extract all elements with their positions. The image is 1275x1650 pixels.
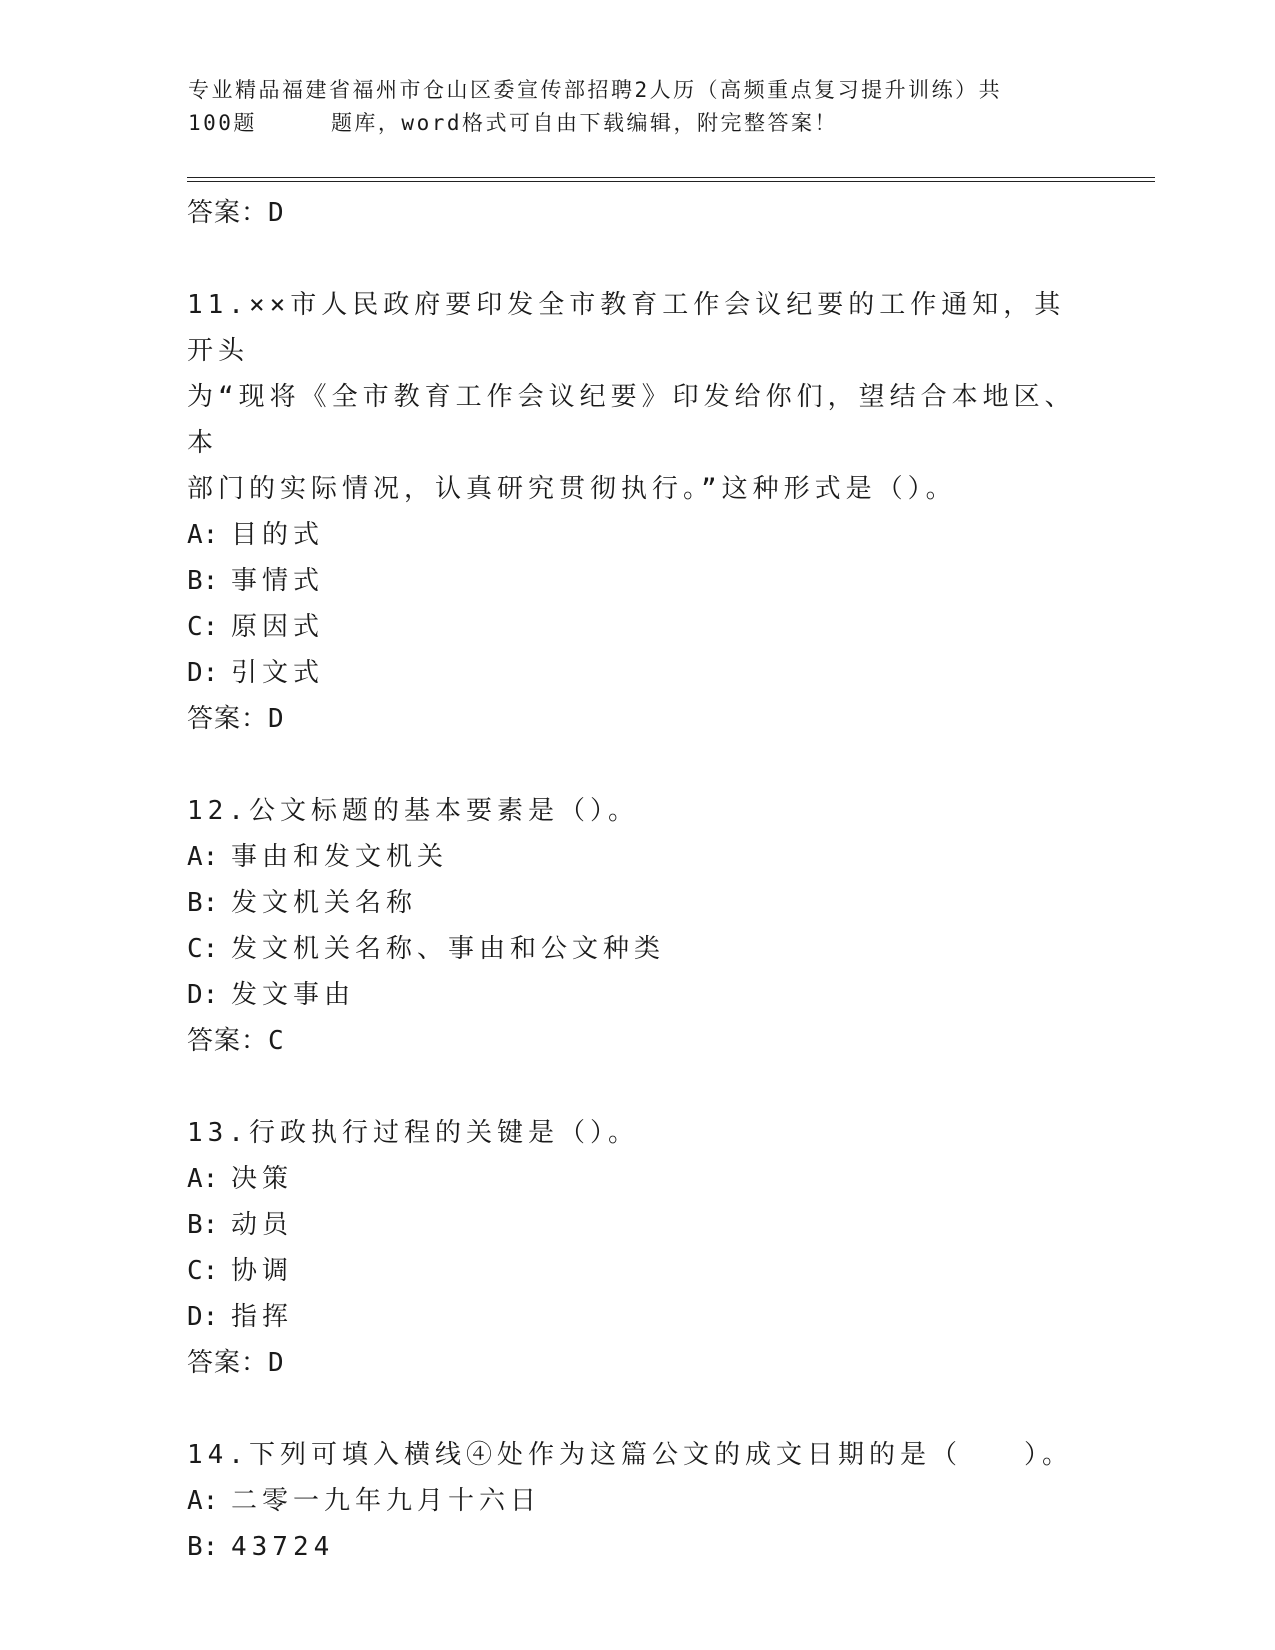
option-a [187, 512, 1087, 558]
header-line-1: 专业精品福建省福州市仓山区委宣传部招聘2人历（高频重点复习提升训练）共 [188, 78, 1003, 102]
answer-value: C [268, 1026, 285, 1056]
header-count: 100题 [188, 111, 257, 135]
option-key: A: [187, 1486, 219, 1516]
option-b [187, 880, 1087, 926]
option-c [187, 926, 1087, 972]
option-key: B: [187, 1532, 219, 1562]
option-text: 43724 [231, 1532, 335, 1562]
option-a [187, 1478, 1087, 1524]
option-c [187, 1248, 1087, 1294]
option-d [187, 650, 1087, 696]
header-description: 题库，word格式可自由下载编辑，附完整答案！ [330, 111, 839, 135]
answer-line [187, 696, 1087, 742]
option-a [187, 1156, 1087, 1202]
option-key: D: [187, 1302, 219, 1332]
option-text: 目的式 [231, 520, 325, 550]
option-key: A: [187, 520, 219, 550]
question-12 [187, 788, 1087, 1064]
answer-line [187, 1018, 1087, 1064]
option-key: C: [187, 612, 219, 642]
option-c [187, 604, 1087, 650]
option-text: 原因式 [231, 612, 325, 642]
option-text: 发文机关名称、事由和公文种类 [231, 934, 666, 964]
option-text: 事情式 [231, 566, 325, 596]
option-text: 决策 [231, 1164, 294, 1194]
option-text: 协调 [231, 1256, 294, 1286]
question-stem-line: 11.××市人民政府要印发全市教育工作会议纪要的工作通知，其开头 [187, 290, 1066, 366]
option-d [187, 1294, 1087, 1340]
header-divider [187, 177, 1155, 182]
option-b [187, 1202, 1087, 1248]
option-text: 动员 [231, 1210, 294, 1240]
option-key: D: [187, 980, 219, 1010]
option-key: A: [187, 1164, 219, 1194]
option-key: A: [187, 842, 219, 872]
question-stem-line: 13.行政执行过程的关键是（）。 [187, 1118, 639, 1148]
option-d [187, 972, 1087, 1018]
answer-line [187, 190, 1087, 236]
question-11 [187, 282, 1087, 742]
question-stem-line: 为“现将《全市教育工作会议纪要》印发给你们，望结合本地区、本 [187, 382, 1076, 458]
option-a [187, 834, 1087, 880]
page-header [188, 74, 1088, 140]
option-key: D: [187, 658, 219, 688]
answer-label: 答案： [187, 198, 269, 228]
option-key: C: [187, 934, 219, 964]
option-key: B: [187, 888, 219, 918]
answer-label: 答案： [187, 1026, 269, 1056]
question-stem-line: 14.下列可填入横线④处作为这篇公文的成文日期的是（ ）。 [187, 1440, 1073, 1470]
question-13 [187, 1110, 1087, 1386]
option-key: C: [187, 1256, 219, 1286]
answer-value: D [268, 704, 285, 734]
option-key: B: [187, 1210, 219, 1240]
option-text: 事由和发文机关 [231, 842, 449, 872]
document-body [187, 190, 1087, 1570]
answer-label: 答案： [187, 1348, 269, 1378]
answer-line [187, 1340, 1087, 1386]
option-text: 引文式 [231, 658, 325, 688]
option-b [187, 1524, 1087, 1570]
option-key: B: [187, 566, 219, 596]
answer-value: D [268, 198, 285, 228]
question-stem-line: 部门的实际情况，认真研究贯彻执行。”这种形式是（）。 [187, 474, 957, 504]
answer-label: 答案： [187, 704, 269, 734]
option-text: 二零一九年九月十六日 [231, 1486, 542, 1516]
question-stem-line: 12.公文标题的基本要素是（）。 [187, 796, 639, 826]
option-text: 指挥 [231, 1302, 294, 1332]
header-line-2 [188, 107, 1088, 140]
option-b [187, 558, 1087, 604]
answer-value: D [268, 1348, 285, 1378]
question-14 [187, 1432, 1087, 1570]
option-text: 发文事由 [231, 980, 356, 1010]
option-text: 发文机关名称 [231, 888, 418, 918]
